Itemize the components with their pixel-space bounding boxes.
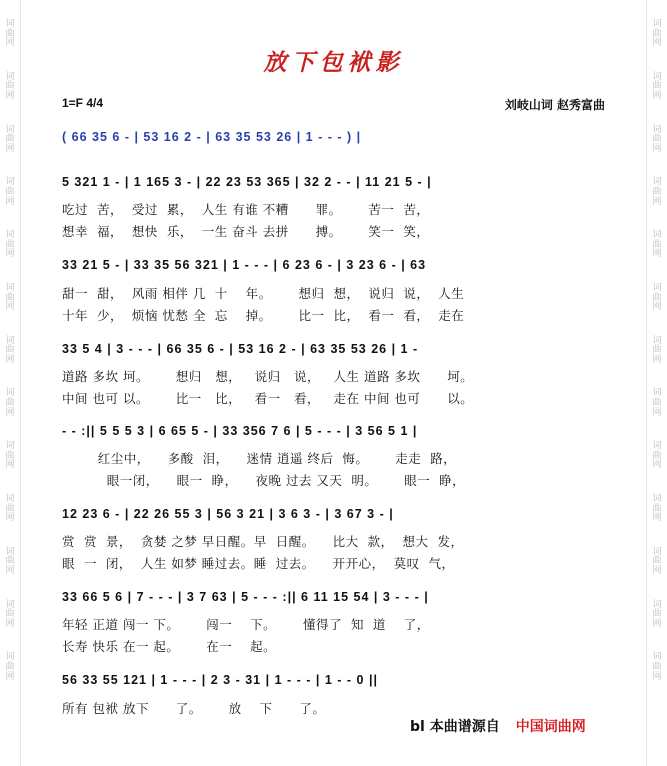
watermark-glyph: 词: [652, 124, 662, 135]
watermark-glyph: 网: [5, 618, 15, 629]
watermark-glyph: 曲: [652, 345, 662, 356]
lyrics-verse-1: 甜一 甜， 风雨 相伴 几 十 年。 想归 想， 说归 说， 人生: [62, 286, 465, 301]
watermark-glyph: 词: [652, 177, 662, 188]
lyrics-verse-2: 长寿 快乐 在一 起。 在一 起。: [62, 639, 277, 654]
watermark-glyph: 词: [5, 177, 15, 188]
watermark-glyph: 词: [5, 124, 15, 135]
watermark-glyph: 曲: [5, 345, 15, 356]
key-signature: 1=F 4/4: [62, 96, 104, 110]
watermark-glyph: 曲: [652, 450, 662, 461]
watermark-glyph: 曲: [5, 28, 15, 39]
site-logo-text: 中国词曲网: [515, 719, 586, 735]
watermark-glyph: 网: [5, 513, 15, 524]
notes-row: 5 321 1 - | 1 165 3 - | 22 23 53 365 | 32 2 - - | 11 21 5 - |: [62, 175, 432, 189]
lyrics-verse-1: 吃过 苦， 受过 累， 人生 有谁 不糟 罪。 苦一 苦，: [62, 202, 430, 217]
lyrics-verse-1: 赏 赏 景， 贪婪 之梦 早日醒。早 日醒。 比大 款， 想大 发，: [62, 534, 464, 549]
watermark-glyph: 曲: [5, 503, 15, 514]
watermark-glyph: 曲: [652, 186, 662, 197]
watermark-glyph: 词: [652, 335, 662, 346]
watermark-glyph: 网: [652, 566, 662, 576]
watermark-glyph: 曲: [5, 81, 15, 92]
notes-row: 33 21 5 - | 33 35 56 321 | 1 - - - | 6 23 6 - | 3 23 6 - | 63: [62, 258, 427, 272]
watermark-glyph: 词: [5, 282, 15, 293]
lyrics-verse-1: 年轻 正道 闯一 下。 闯一 下。 懂得了 知 道 了，: [62, 617, 430, 632]
watermark-glyph: 网: [5, 90, 15, 101]
source-label: bl 本曲谱源自: [410, 719, 500, 735]
source-footer: [410, 716, 586, 736]
watermark-glyph: 词: [652, 441, 662, 452]
watermark-glyph: 网: [652, 407, 662, 418]
watermark-glyph: 曲: [5, 556, 15, 567]
watermark-glyph: 网: [652, 513, 662, 524]
left-watermark: [2, 20, 18, 706]
watermark-glyph: 词: [652, 494, 662, 505]
notes-row: - - :|| 5 5 5 3 | 6 65 5 - | 33 356 7 6 | 5 - - - | 3 56 5 1 |: [62, 424, 418, 438]
watermark-glyph: 曲: [5, 609, 15, 620]
lyrics-verse-2: 想幸 福， 想快 乐， 一生 奋斗 去拼 搏。 笑一 笑，: [62, 224, 430, 239]
watermark-glyph: 曲: [5, 134, 15, 145]
watermark-glyph: 词: [652, 230, 662, 241]
intro-notes: ( 66 35 6 - | 53 16 2 - | 63 35 53 26 | 1 - - - ) |: [62, 130, 362, 144]
watermark-glyph: 网: [652, 302, 662, 313]
watermark-glyph: 曲: [5, 398, 15, 409]
watermark-glyph: 词: [5, 546, 15, 557]
watermark-glyph: 网: [652, 90, 662, 101]
watermark-glyph: 网: [5, 38, 15, 49]
watermark-glyph: 曲: [5, 292, 15, 303]
watermark-glyph: 词: [5, 652, 15, 663]
watermark-glyph: 网: [5, 407, 15, 418]
watermark-glyph: 曲: [652, 398, 662, 409]
watermark-glyph: 词: [652, 652, 662, 663]
watermark-glyph: 词: [5, 441, 15, 452]
watermark-glyph: 词: [652, 19, 662, 29]
watermark-glyph: 网: [5, 671, 15, 682]
watermark-glyph: 网: [652, 618, 662, 629]
watermark-glyph: 曲: [652, 134, 662, 145]
left-margin-line: [20, 0, 21, 766]
watermark-glyph: 词: [652, 71, 662, 82]
watermark-glyph: 曲: [5, 239, 15, 250]
watermark-glyph: 网: [5, 143, 15, 154]
watermark-glyph: 词: [5, 388, 15, 399]
watermark-glyph: 曲: [5, 450, 15, 461]
watermark-glyph: 曲: [652, 81, 662, 92]
watermark-glyph: 网: [5, 460, 15, 471]
watermark-glyph: 曲: [5, 186, 15, 197]
lyrics-verse-1: 所有 包袱 放下 了。 放 下 了。: [62, 701, 326, 716]
watermark-glyph: 词: [652, 388, 662, 399]
song-title: 放下包袱影: [263, 49, 404, 76]
watermark-glyph: 词: [652, 546, 662, 557]
lyrics-verse-2: 眼 一 闭， 人生 如梦 睡过去。睡 过去。 开开心， 莫叹 气，: [62, 556, 455, 571]
watermark-glyph: 网: [5, 566, 15, 576]
right-margin-line: [646, 0, 647, 766]
watermark-glyph: 网: [652, 143, 662, 154]
watermark-glyph: 网: [652, 460, 662, 471]
lyrics-verse-2: 眼一闭， 眼一 睁， 夜晚 过去 又天 明。 眼一 睁，: [62, 473, 466, 488]
watermark-glyph: 词: [5, 230, 15, 241]
watermark-glyph: 词: [5, 19, 15, 29]
watermark-glyph: 网: [5, 249, 15, 260]
watermark-glyph: 曲: [652, 661, 662, 672]
watermark-glyph: 词: [652, 282, 662, 293]
watermark-glyph: 曲: [652, 609, 662, 620]
notes-row: 12 23 6 - | 22 26 55 3 | 56 3 21 | 3 6 3 - | 3 67 3 - |: [62, 507, 394, 521]
watermark-glyph: 网: [652, 354, 662, 365]
notes-row: 33 66 5 6 | 7 - - - | 3 7 63 | 5 - - - :|| 6 11 15 54 | 3 - - - |: [62, 590, 429, 604]
watermark-glyph: 网: [5, 354, 15, 365]
watermark-glyph: 曲: [652, 292, 662, 303]
watermark-glyph: 网: [652, 38, 662, 49]
notes-row: 33 5 4 | 3 - - - | 66 35 6 - | 53 16 2 - | 63 35 53 26 | 1 -: [62, 342, 419, 356]
lyrics-verse-2: 十年 少， 烦恼 忧愁 全 忘 掉。 比一 比， 看一 看， 走在: [62, 308, 465, 323]
watermark-glyph: 网: [652, 249, 662, 260]
watermark-glyph: 网: [652, 671, 662, 682]
right-watermark: [649, 20, 665, 706]
watermark-glyph: 曲: [652, 503, 662, 514]
lyrics-verse-1: 道路 多坎 坷。 想归 想， 说归 说， 人生 道路 多坎 坷。: [62, 369, 474, 384]
watermark-glyph: 词: [652, 599, 662, 610]
watermark-glyph: 词: [5, 71, 15, 82]
watermark-glyph: 词: [5, 335, 15, 346]
credits: 刘岐山词 赵秀富曲: [504, 98, 605, 112]
watermark-glyph: 词: [5, 599, 15, 610]
lyrics-verse-2: 中间 也可 以。 比一 比， 看一 看， 走在 中间 也可 以。: [62, 391, 474, 406]
watermark-glyph: 曲: [652, 28, 662, 39]
watermark-glyph: 曲: [5, 661, 15, 672]
watermark-glyph: 曲: [652, 556, 662, 567]
watermark-glyph: 网: [5, 196, 15, 207]
lyrics-verse-1: 红尘中， 多酸 泪， 迷情 逍遥 终后 悔。 走走 路，: [62, 451, 457, 466]
watermark-glyph: 网: [5, 302, 15, 313]
watermark-glyph: 词: [5, 494, 15, 505]
watermark-glyph: 曲: [652, 239, 662, 250]
watermark-glyph: 网: [652, 196, 662, 207]
notes-row: 56 33 55 121 | 1 - - - | 2 3 - 31 | 1 - - - | 1 - - 0 ||: [62, 673, 378, 687]
